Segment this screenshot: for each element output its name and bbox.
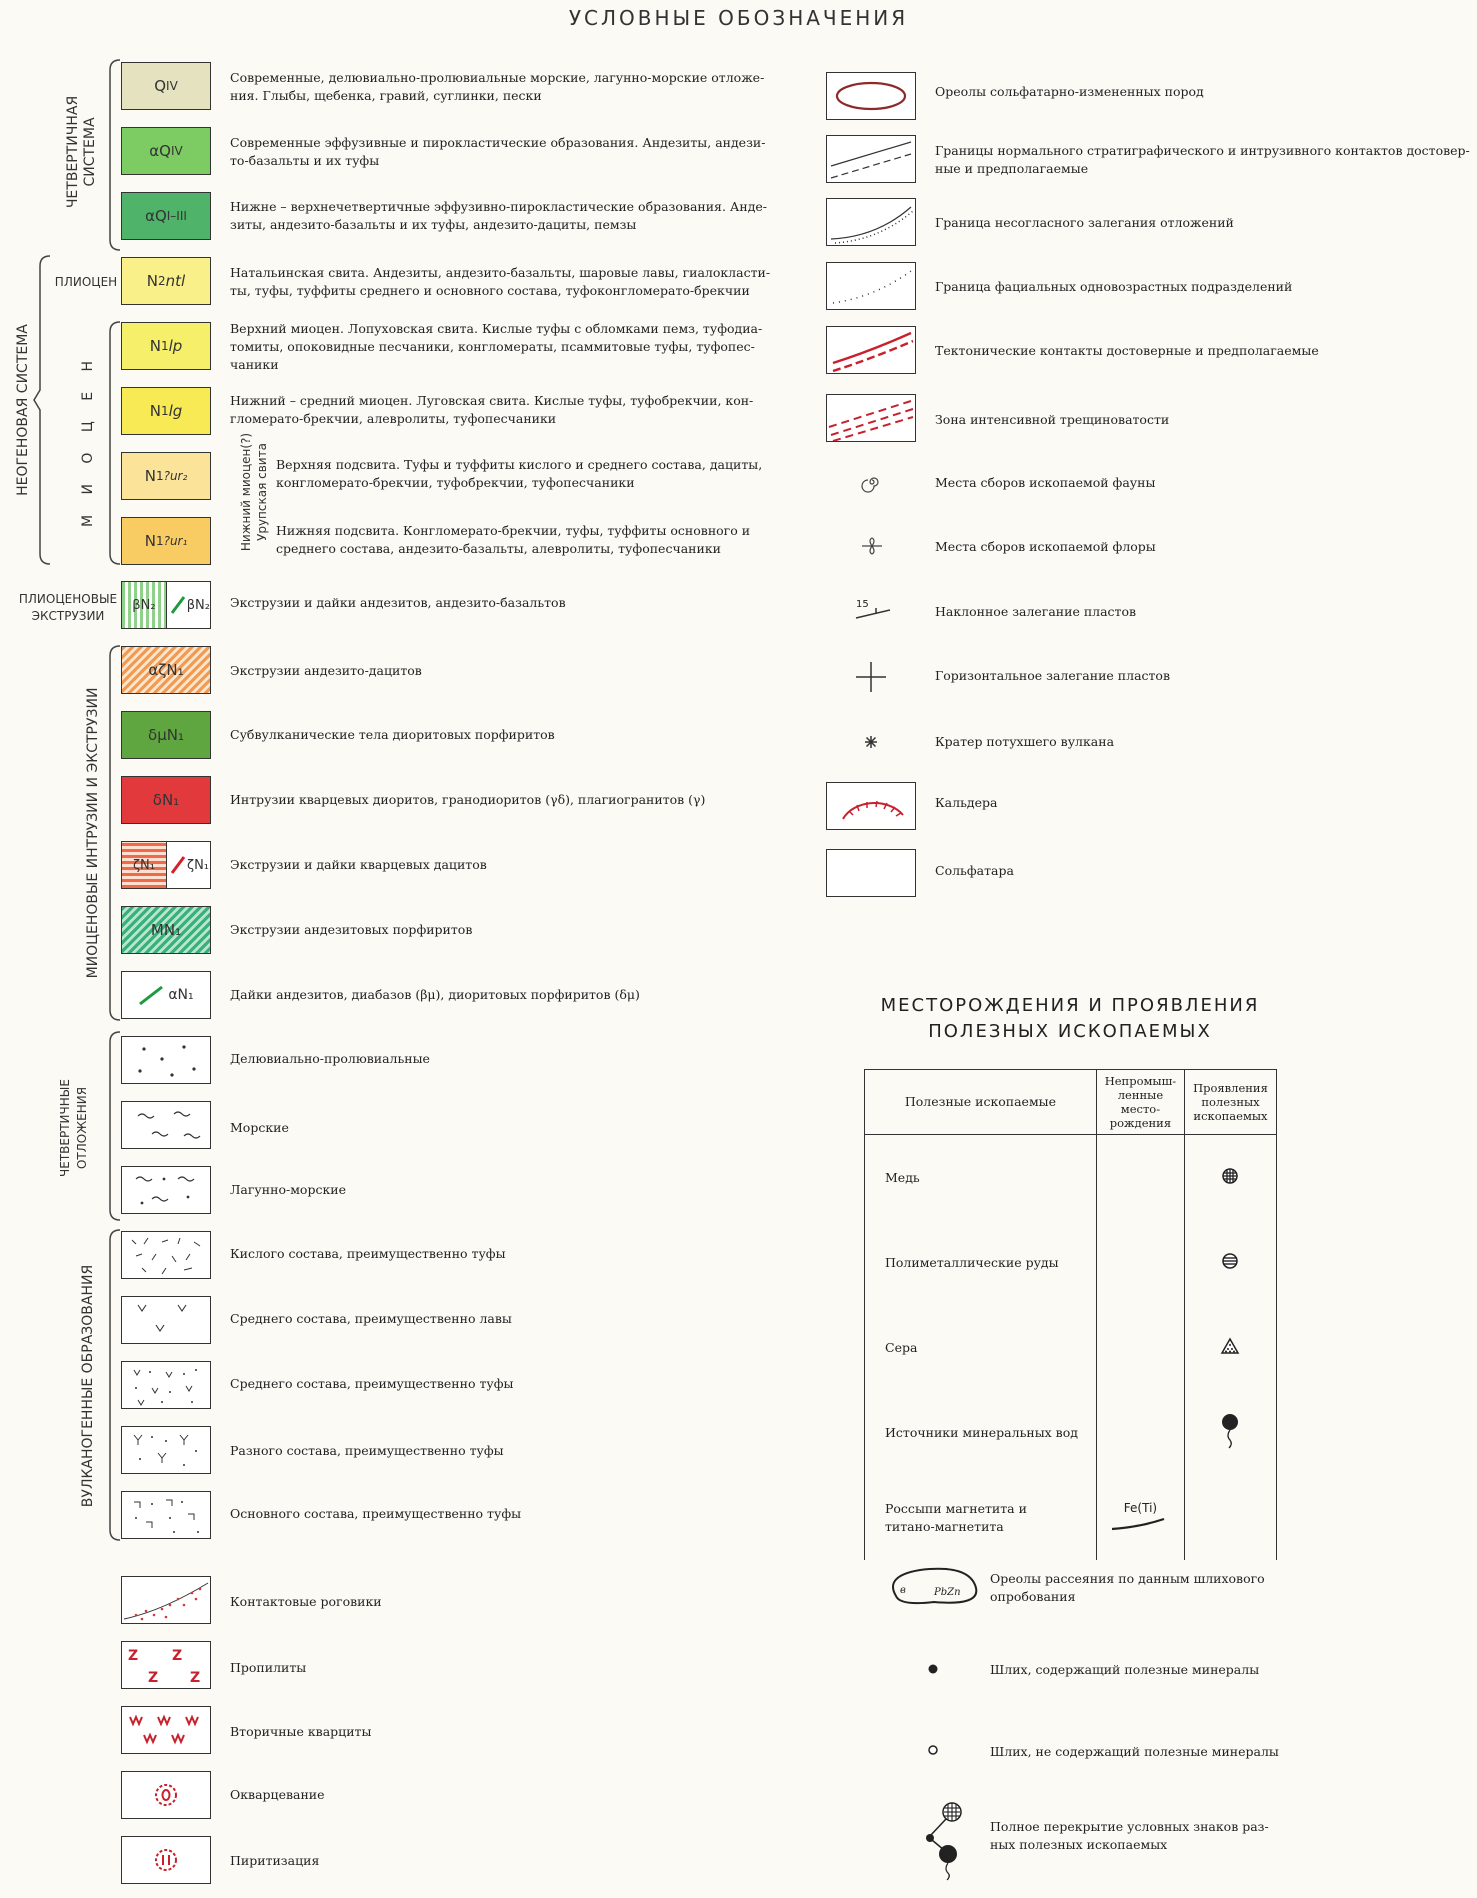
group-quaternary-system: ЧЕТВЕРТИЧНАЯ СИСТЕМА [65,95,98,209]
halo-tag-b: в [900,1585,906,1596]
swatch-lagoon [121,1166,211,1214]
row-name: Медь [865,1135,1097,1221]
desc-mixed-tuff: Разного состава, преимущественно туфы [230,1443,504,1458]
swatch-q-iv: Q IV [121,62,211,110]
swatch-z-n1 [121,841,211,889]
desc-n1-ur1: Нижняя подсвита. Конгломерато-брекчии, туфы, туффиты основного и среднего состава, андезито-базальты, алевролиты, туфопесчаники [276,523,751,556]
swatch-d-n1: δN₁ [121,776,211,824]
desc-q-iv: Современные, делювиально-пролювиальные морские, лагунно-морские отложе- ния. Глыбы, щебенка, гравий, суглинки, пески [230,70,765,103]
flora-icon [860,536,884,556]
desc-aq-i-iii: Нижне – верхнечетвертичные эффузивно-пирокластические образования. Анде- зиты, андезито-базальты и их туфы, андезито-дациты, пемзы [230,199,768,232]
swatch-az-n1: αζN₁ [121,646,211,694]
swatch-quartzites [121,1706,211,1754]
desc-shlikh-empty: Шлих, не содержащий полезные минералы [990,1744,1279,1759]
svg-text:Z: Z [172,1648,183,1664]
desc-n1-ur2: Верхняя подсвита. Туфы и туффиты кислого и среднего состава, дациты, конгломерато-брекчии, туфобрекчии, туфопесчаники [276,457,763,490]
swatch-a-n1: αN₁ [121,971,211,1019]
dyke-mark [171,595,185,615]
swatch-propylites [121,1641,211,1689]
desc-n1-lp: Верхний миоцен. Лопуховская свита. Кислые туфы с обломками пемз, туфодиа- томиты, опоковидные песчаники, конгломераты, псаммитовые туфы, туфопес- чаники [230,321,763,372]
group-miocene: М И О Ц Е Н [80,352,96,528]
desc-flora: Места сборов ископаемой флоры [935,539,1156,554]
minerals-table [864,1069,1277,1560]
desc-hornfels: Контактовые роговики [230,1594,382,1609]
swatch-hornfels [121,1576,211,1624]
header-minerals: Полезные ископаемые [865,1070,1097,1135]
desc-crater: Кратер потухшего вулкана [935,734,1115,749]
dyke-mark [138,984,164,1006]
sym-solfatara-halo [826,72,916,120]
swatch-basic-tuff [121,1491,211,1539]
sym-normal-contact [826,135,916,183]
desc-aq-iv: Современные эффузивные и пирокластические образования. Андезиты, андези- то-базальты и их туфы [230,135,766,168]
desc-basic-tuff: Основного состава, преимущественно туфы [230,1506,522,1521]
swatch-aq-i-iii: αQ I–III [121,192,211,240]
desc-fauna: Места сборов ископаемой фауны [935,475,1156,490]
swatch-n1-lg: N 1 lg [121,387,211,435]
minerals-header-row [865,1070,1277,1135]
desc-az-n1: Экструзии андезито-дацитов [230,663,422,678]
swatch-n1-ur2: N 1 ?ur₂ [121,452,211,500]
group-lower-miocene: Нижний миоцен(?) Урупская свита [239,432,269,552]
svg-text:Z: Z [148,1670,159,1686]
desc-fracture-zone: Зона интенсивной трещиноватости [935,412,1170,427]
sym-caldera [826,782,916,830]
copper-icon [1221,1167,1239,1185]
header-occurrences: Проявления полезных ископаемых [1184,1070,1276,1135]
dyke-mark [171,855,185,875]
desc-dispersion-halo: Ореолы рассеяния по данным шлихового опробования [990,1571,1265,1604]
desc-normal-contact: Границы нормального стратиграфического и интрузивного контактов достовер- ные и предполагаемые [935,143,1470,176]
desc-mid-tuff: Среднего состава, преимущественно туфы [230,1376,514,1391]
desc-solfatara: Сольфатара [935,863,1014,878]
svg-text:Z: Z [190,1670,201,1686]
mineral-water-icon [1220,1411,1240,1451]
sym-solfatara [826,849,916,897]
swatch-acid-tuff [121,1231,211,1279]
fauna-icon [860,470,884,494]
shlikh-empty-icon [927,1744,939,1756]
desc-silicification: Окварцевание [230,1787,325,1802]
row-name: Россыпи магнетита и титано-магнетита [865,1475,1097,1560]
swatch-dmu-n1: δμN₁ [121,711,211,759]
group-volcanogenic: ВУЛКАНОГЕННЫЕ ОБРАЗОВАНИЯ [80,1264,96,1508]
desc-dip: Наклонное залегание пластов [935,604,1137,619]
header-nonindustrial: Непромыш-ленные место-рождения [1096,1070,1184,1135]
desc-d-n1: Интрузии кварцевых диоритов, гранодиоритов (γδ), плагиогранитов (γ) [230,792,706,807]
swatch-silicification [121,1771,211,1819]
swatch-aq-iv: αQ IV [121,127,211,175]
desc-quartzites: Вторичные кварциты [230,1724,372,1739]
desc-mid-lava: Среднего состава, преимущественно лавы [230,1311,512,1326]
swatch-beta-n2-left: βN₂ [122,582,167,628]
desc-lagoon: Лагунно-морские [230,1182,346,1197]
group-pliocene-extrusions: ПЛИОЦЕНОВЫЕ ЭКСТРУЗИИ [18,592,118,623]
desc-caldera: Кальдера [935,795,998,810]
row-name: Сера [865,1305,1097,1390]
desc-solfatara-halo: Ореолы сольфатарно-измененных пород [935,84,1204,99]
sym-facies-boundary [826,262,916,310]
desc-horizontal: Горизонтальное залегание пластов [935,668,1170,683]
swatch-mid-tuff [121,1361,211,1409]
swatch-m-n1: MN₁ [121,906,211,954]
swatch-beta-n2 [121,581,211,629]
swatch-n1-ur1: N 1 ?ur₁ [121,517,211,565]
desc-unconformity: Граница несогласного залегания отложений [935,215,1234,230]
swatch-n1-lp: N 1 lp [121,322,211,370]
fe-label: Fe(Ti) [1123,1501,1158,1515]
page-title: УСЛОВНЫЕ ОБОЗНАЧЕНИЯ [568,6,909,30]
polymetal-icon [1221,1252,1239,1270]
swatch-mid-lava [121,1296,211,1344]
swatch-beta-n2-right: βN₂ [186,597,210,613]
swatch-z-n1-right: ζN₁ [187,857,210,873]
sym-tectonic-contact [826,326,916,374]
desc-n2-ntl: Натальинская свита. Андезиты, андезито-базальты, шаровые лавы, гиалокласти- ты, туфы, туффиты среднего и основного состава, туфоконгломерато-брекчии [230,265,771,298]
row-name: Полиметаллические руды [865,1220,1097,1305]
desc-shlikh-filled: Шлих, содержащий полезные минералы [990,1662,1260,1677]
group-quaternary-deposits: ЧЕТВЕРТИЧНЫЕ ОТЛОЖЕНИЯ [58,1079,89,1177]
swatch-deluvial [121,1036,211,1084]
dispersion-halo-icon [880,1560,986,1612]
desc-beta-n2: Экструзии и дайки андезитов, андезито-базальтов [230,595,566,610]
group-neogene-system: НЕОГЕНОВАЯ СИСТЕМА [15,324,31,496]
desc-acid-tuff: Кислого состава, преимущественно туфы [230,1246,506,1261]
group-pliocene: ПЛИОЦЕН [54,275,118,289]
shlikh-filled-icon [927,1663,939,1675]
desc-a-n1: Дайки андезитов, диабазов (βμ), диоритовых порфиритов (δμ) [230,987,640,1002]
desc-dmu-n1: Субвулканические тела диоритовых порфиритов [230,727,555,742]
desc-m-n1: Экструзии андезитовых порфиритов [230,922,473,937]
table-row [865,1475,1277,1560]
desc-propylites: Пропилиты [230,1660,307,1675]
swatch-mixed-tuff [121,1426,211,1474]
minerals-title: МЕСТОРОЖДЕНИЯ И ПРОЯВЛЕНИЯ ПОЛЕЗНЫХ ИСКОПАЕМЫХ [880,995,1260,1042]
sym-fracture-zone [826,394,916,442]
overlap-icon [914,1798,968,1890]
desc-n1-lg: Нижний – средний миоцен. Луговская свита. Кислые туфы, туфобрекчии, кон- гломерато-брекчии, алевролиты, туфопесчаники [230,393,754,426]
halo-tag-pbzn: PbZn [934,1587,961,1598]
table-row [865,1220,1277,1305]
magnetite-placer-icon [1110,1517,1170,1531]
row-name: Источники минеральных вод [865,1390,1097,1475]
sulfur-icon [1220,1337,1240,1355]
sym-unconformity [826,198,916,246]
desc-marine: Морские [230,1120,289,1135]
desc-facies-boundary: Граница фациальных одновозрастных подразделений [935,279,1293,294]
swatch-marine [121,1101,211,1149]
table-row [865,1305,1277,1390]
horizontal-bedding-icon [854,660,888,694]
desc-tectonic-contact: Тектонические контакты достоверные и предполагаемые [935,343,1319,358]
desc-z-n1: Экструзии и дайки кварцевых дацитов [230,857,487,872]
desc-overlap: Полное перекрытие условных знаков раз- ных полезных ископаемых [990,1819,1269,1852]
desc-pyritization: Пиритизация [230,1853,320,1868]
svg-text:Z: Z [128,1648,139,1664]
table-row [865,1135,1277,1221]
swatch-n2-ntl: N 2 ntl [121,257,211,305]
dip-value: 15 [856,599,869,610]
swatch-pyritization [121,1836,211,1884]
desc-deluvial: Делювиально-пролювиальные [230,1051,430,1066]
group-miocene-intrusions: МИОЦЕНОВЫЕ ИНТРУЗИИ И ЭКСТРУЗИИ [85,687,101,979]
swatch-z-n1-left: ζN₁ [122,842,167,888]
crater-icon [864,735,878,749]
table-row [865,1390,1277,1475]
